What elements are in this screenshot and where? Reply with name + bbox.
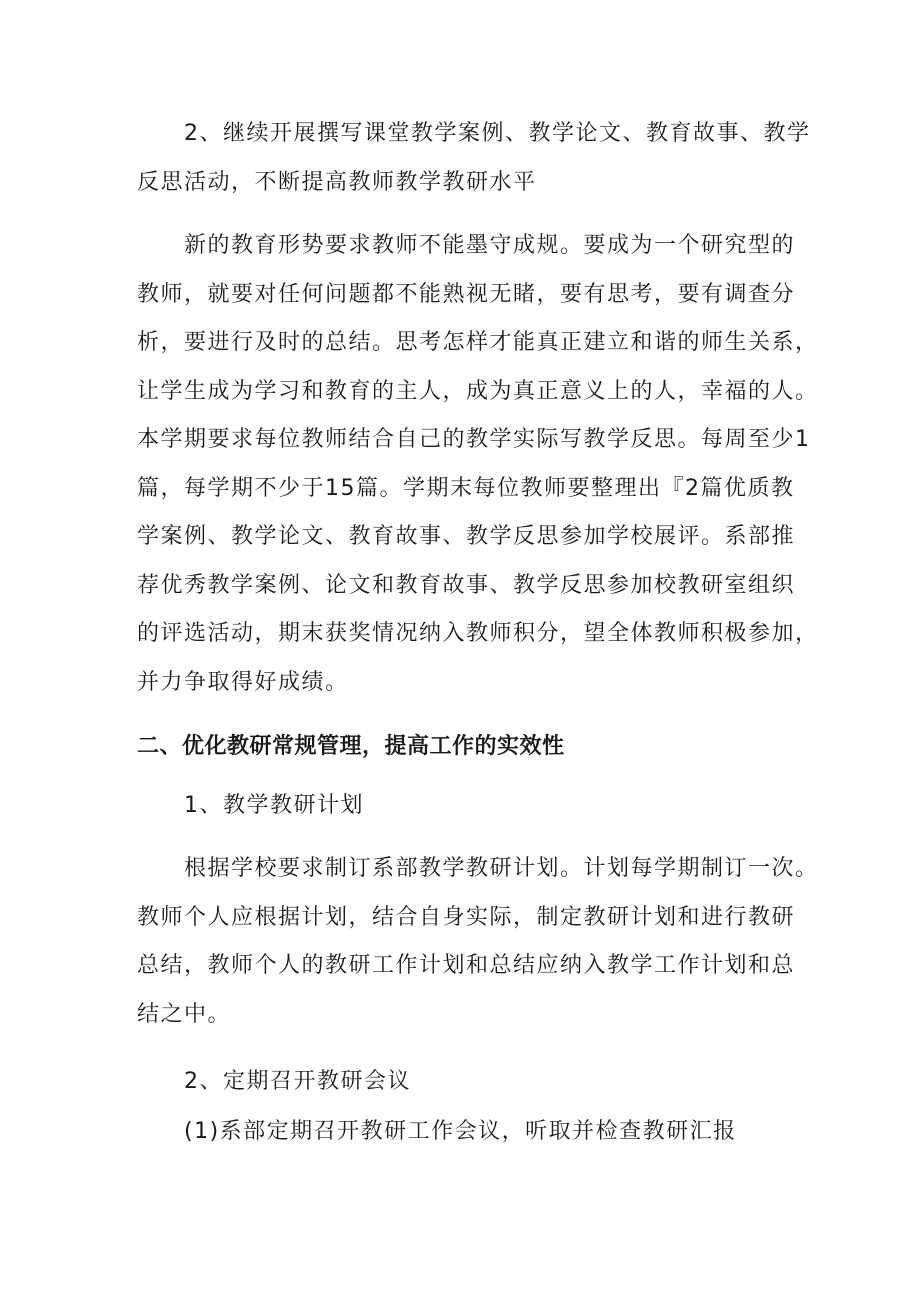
paragraph-line: 教师，就要对任何问题都不能熟视无睹，要有思考，要有调查分 <box>137 281 796 307</box>
paragraph-line: 的评选活动，期末获奖情况纳入教师积分，望全体教师积极参加， <box>137 621 819 646</box>
list-item-text: (1)系部定期召开教研工作会议，听取并检查教研汇报 <box>184 1119 737 1144</box>
paragraph-line: 篇，每学期不少于15篇。学期末每位教师要整理出『2篇优质教 <box>137 475 795 501</box>
paragraph-line: 教师个人应根据计划，结合自身实际，制定教研计划和进行教研 <box>137 904 796 930</box>
paragraph-line: 根据学校要求制订系部教学教研计划。计划每学期制订一次。 <box>184 856 819 881</box>
paragraph-line: 总结，教师个人的教研工作计划和总结应纳入教学工作计划和总 <box>137 953 796 978</box>
paragraph-line: 本学期要求每位教师结合自己的教学实际写教学反思。每周至少1 <box>137 427 811 452</box>
paragraph-line: 荐优秀教学案例、论文和教育故事、教学反思参加校教研室组织 <box>137 572 796 598</box>
paragraph-line: 新的教育形势要求教师不能墨守成规。要成为一个研究型的 <box>184 233 796 258</box>
paragraph-reflection <box>137 222 819 707</box>
paragraph-line: 并力争取得好成绩。 <box>137 669 349 695</box>
subsection-title-text: 1、教学教研计划 <box>184 793 364 818</box>
subsection-2-item-1 <box>137 1108 797 1157</box>
subsection-1-title <box>137 782 797 831</box>
item-2-title-line: 反思活动，不断提高教师教学教研水平 <box>137 169 537 195</box>
paragraph-line: 学案例、教学论文、教育故事、教学反思参加学校展评。系部推 <box>137 524 796 549</box>
subsection-title-text: 2、定期召开教研会议 <box>184 1069 411 1094</box>
paragraph-line: 结之中。 <box>137 1001 232 1027</box>
item-2-title-line: 2、继续开展撰写课堂教学案例、教学论文、教育故事、教学 <box>184 121 811 146</box>
section-heading-text: 二、优化教研常规管理，提高工作的实效性 <box>137 733 565 758</box>
section-2-heading <box>137 722 797 771</box>
subsection-2-title <box>137 1058 797 1107</box>
paragraph-plan <box>137 845 819 1039</box>
item-2-title <box>137 110 811 207</box>
paragraph-line: 析，要进行及时的总结。思考怎样才能真正建立和谐的师生关系， <box>137 330 819 355</box>
paragraph-line: 让学生成为学习和教育的主人，成为真正意义上的人，幸福的人。 <box>137 378 819 404</box>
